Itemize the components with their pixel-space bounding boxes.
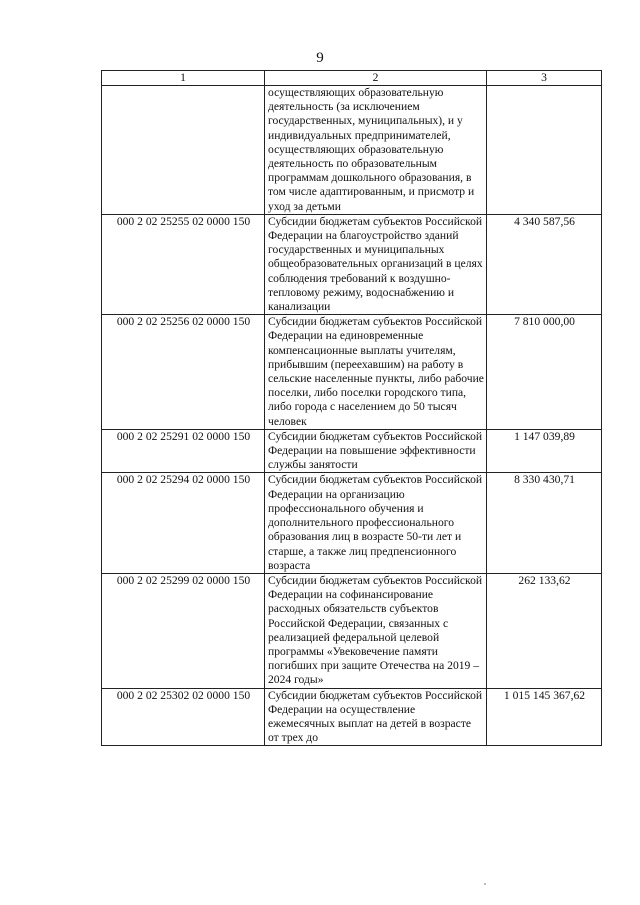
row-amount: 1 147 039,89 <box>487 429 602 473</box>
column-header-3: 3 <box>487 71 602 86</box>
row-name: Субсидии бюджетам субъектов Российской Федерации на единовременные компенсационные выплаты учителям, прибывшим (переехавшим) на работу в сельские населенные пункты, либо рабочие поселки, либо поселки городского типа, либо города с населением до 50 тысяч человек <box>265 315 487 430</box>
row-code: 000 2 02 25294 02 0000 150 <box>102 473 265 573</box>
row-amount: 4 340 587,56 <box>487 214 602 314</box>
page-number: 9 <box>316 50 324 66</box>
table-row <box>102 315 602 430</box>
column-header-2: 2 <box>265 71 487 86</box>
column-header-1: 1 <box>102 71 265 86</box>
row-name: Субсидии бюджетам субъектов Российской Федерации на повышение эффективности службы занятости <box>265 429 487 473</box>
row-name: осуществляющих образовательную деятельность (за исключением государственных, муниципальных), и у индивидуальных предпринимателей, осуществляющих образовательную деятельность по образовательным программам дошкольного образования, в том числе адаптированным, и присмотр и уход за детьми <box>265 86 487 215</box>
row-code: 000 2 02 25255 02 0000 150 <box>102 214 265 314</box>
row-name: Субсидии бюджетам субъектов Российской Федерации на софинансирование расходных обязательств субъектов Российской Федерации, связанных с реализацией федеральной целевой программы «Увековечение памяти погибших при защите Отечества на 2019 – 2024 годы» <box>265 573 487 688</box>
budget-revenue-table <box>101 70 602 746</box>
row-name: Субсидии бюджетам субъектов Российской Федерации на организацию профессионального обучения и дополнительного профессионального образования лиц в возрасте 50-ти лет и старше, а также лиц предпенсионного возраста <box>265 473 487 573</box>
table-row <box>102 573 602 688</box>
row-amount <box>487 86 602 215</box>
row-code: 000 2 02 25299 02 0000 150 <box>102 573 265 688</box>
table-row <box>102 214 602 314</box>
table-row <box>102 429 602 473</box>
row-code: 000 2 02 25256 02 0000 150 <box>102 315 265 430</box>
table-header-row <box>102 71 602 86</box>
row-amount: 262 133,62 <box>487 573 602 688</box>
row-code: 000 2 02 25302 02 0000 150 <box>102 688 265 746</box>
row-amount: 8 330 430,71 <box>487 473 602 573</box>
row-name: Субсидии бюджетам субъектов Российской Федерации на благоустройство зданий государственных и муниципальных общеобразовательных организаций в целях соблюдения требований к воздушно-тепловому режиму, водоснабжению и канализации <box>265 214 487 314</box>
table-row <box>102 86 602 215</box>
scan-speck <box>484 883 486 885</box>
row-amount: 1 015 145 367,62 <box>487 688 602 746</box>
table-row <box>102 688 602 746</box>
row-code: 000 2 02 25291 02 0000 150 <box>102 429 265 473</box>
row-amount: 7 810 000,00 <box>487 315 602 430</box>
row-code <box>102 86 265 215</box>
table-row <box>102 473 602 573</box>
row-name: Субсидии бюджетам субъектов Российской Федерации на осуществление ежемесячных выплат на детей в возрасте от трех до <box>265 688 487 746</box>
